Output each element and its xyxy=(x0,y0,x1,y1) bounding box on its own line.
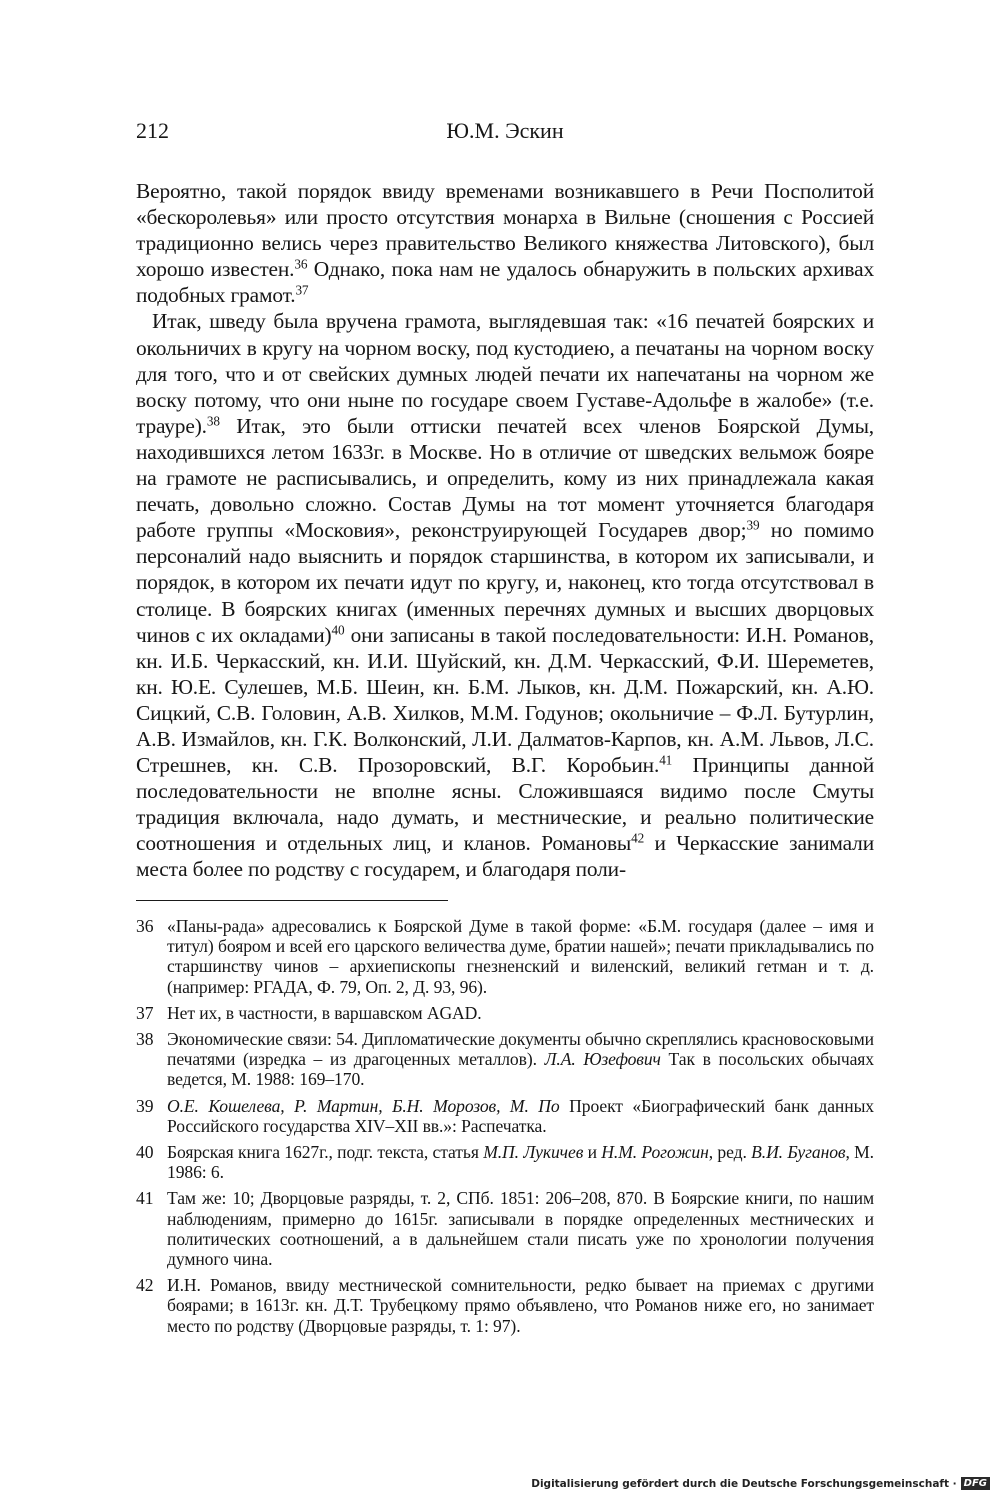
running-head: Ю.М. Эскин xyxy=(446,118,564,143)
footnote-text: И.Н. Романов, ввиду местнической сомнительности, редко бывает на приемах с другими боярами; в 1613г. кн. Д.Т. Трубецкому прямо объявлено, что Романов ниже его, но занимает место по родству (Дворцовые разряды, т. 1: 97). xyxy=(167,1275,874,1336)
author-name: Н.М. Рогожин xyxy=(601,1142,709,1163)
page-number: 212 xyxy=(136,118,169,143)
footnote-37 xyxy=(136,1003,874,1023)
footnote-text: , ред. xyxy=(708,1142,752,1163)
footnote-text: , М. 1986: 6. xyxy=(167,1142,874,1183)
author-name: Л.А. Юзефович xyxy=(544,1049,661,1070)
footnote-number: 40 xyxy=(136,1142,154,1163)
footnote-36 xyxy=(136,916,874,997)
footnote-40 xyxy=(136,1142,874,1182)
text-run: Итак, шведу была вручена грамота, выглядевшая так: «16 печатей боярских и окольничих в кругу на чорном воску, под кустодиею, а печатаны на чорном воску для того, что и от свейских думных людей печати их напечатаны на чорном же воску потому, что они ныне по государе своем Густаве-Адольфе в жалобе» (т.е. трауре). xyxy=(136,309,874,438)
digitization-banner xyxy=(531,1477,990,1490)
footnote-ref-37[interactable]: 37 xyxy=(295,283,309,299)
footnote-41 xyxy=(136,1188,874,1269)
footnote-number: 39 xyxy=(136,1095,154,1116)
footnote-42 xyxy=(136,1275,874,1336)
footnote-divider xyxy=(136,900,448,901)
footnote-text: «Паны-рада» адресовались к Боярской Думе в такой форме: «Б.М. государя (далее – имя и титул) бояром и всей его царского величества думе, братии нашей»; печати прикладывались по старшинству чинов – архиепископы гнезненский и виленский, великий гетман и т. д. (например: РГАДА, Ф. 79, Оп. 2, Д. 93, 96). xyxy=(167,916,874,997)
footnote-ref-38[interactable]: 38 xyxy=(206,413,220,429)
author-name: О.Е. Кошелева, Р. Мартин, Б.Н. Морозов, М. По xyxy=(167,1095,560,1116)
footnote-number: 36 xyxy=(136,916,154,936)
main-text xyxy=(136,178,874,883)
footnote-number: 37 xyxy=(136,1002,154,1023)
footnote-text: Проект «Биографический банк данных Российского государства XIV–XII вв.»: Распечатка. xyxy=(167,1095,874,1136)
footnote-ref-42[interactable]: 42 xyxy=(631,831,645,847)
author-name: В.И. Буганов xyxy=(751,1142,846,1163)
footnote-38 xyxy=(136,1029,874,1090)
text-run: Итак, это были оттиски печатей всех членов Боярской Думы, находившихся летом 1633г. в Москве. Но в отличие от шведских вельмож бояре на грамоте не расписывались, и определить, кому из них принадлежала какая печать, довольно сложно. Состав Думы на тот момент уточняется благодаря работе группы «Московия», реконструирующей Государев двор; xyxy=(136,413,874,543)
text-run: Вероятно, такой порядок ввиду временами возникавшего в Речи Посполитой «бескоролевья» или просто отсутствия монарха в Вильне (сношения с Россией традиционно велись через правительство Великого княжества Литовского), был хорошо известен. xyxy=(136,179,874,282)
footnote-ref-36[interactable]: 36 xyxy=(294,256,308,272)
footnote-text: Нет их, в частности, в варшавском AGAD. xyxy=(167,1002,482,1023)
author-name: М.П. Лукичев xyxy=(483,1142,584,1163)
footnote-text: Так в посольских обычаях ведется, М. 1988: 169–170. xyxy=(167,1049,874,1090)
footnote-number: 38 xyxy=(136,1029,154,1050)
footnote-text: Экономические связи: 54. Дипломатические документы обычно скреплялись красновосковыми печатями (изредка – из драгоценных металлов). xyxy=(167,1029,874,1070)
footnote-text: и xyxy=(583,1142,602,1163)
text-run: Принципы данной последовательности не вполне ясны. Сложившаяся видимо после Смуты традиция включала, надо думать, и местнические, и реально политические соотношения и отдельных лиц, и кланов. Романовы xyxy=(136,753,874,856)
footnote-text: Боярская книга 1627г., подг. текста, статья xyxy=(167,1142,484,1163)
footnote-text: Там же: 10; Дворцовые разряды, т. 2, СПб. 1851: 206–208, 870. В Боярские книги, по нашим наблюдениям, примерно до 1615г. записывали в порядке определенных местнических и политических соотношений, а в дальнейшем стали писать уже по хронологии получения думного чина. xyxy=(167,1188,874,1270)
text-run: и Черкасские занимали места более по родству с государем, и благодаря поли- xyxy=(136,831,874,882)
text-run: Однако, пока нам не удалось обнаружить в польских архивах подобных грамот. xyxy=(136,257,874,308)
text-run: но помимо персоналий надо выяснить и порядок старшинства, в котором их записывали, и порядок, в котором их печати идут по кругу, и, наконец, кто тогда отсутствовал в столице. В боярских книгах (именных перечнях думных и высших дворцовых чинов с их окладами) xyxy=(136,518,874,647)
paragraph-2 xyxy=(136,308,874,882)
footnote-39 xyxy=(136,1096,874,1136)
dfg-logo: DFG xyxy=(961,1477,990,1490)
page-header xyxy=(132,118,878,154)
banner-text: Digitalisierung gefördert durch die Deutsche Forschungsgemeinschaft · xyxy=(531,1477,957,1490)
footnote-ref-39[interactable]: 39 xyxy=(746,517,760,533)
footnote-number: 42 xyxy=(136,1275,154,1296)
text-run: они записаны в такой последовательности: И.Н. Романов, кн. И.Б. Черкасский, кн. И.И. Шуйский, кн. Д.М. Черкасский, Ф.И. Шереметев, кн. Ю.Е. Сулешев, М.Б. Шеин, кн. Б.М. Лыков, кн. Д.М. Пожарский, кн. А.Ю. Сицкий, С.В. Головин, А.В. Хилков, М.М. Годунов; окольничие – Ф.Л. Бутурлин, А.В. Измайлов, кн. Г.К. Волконский, Л.И. Далматов-Карпов, кн. А.М. Львов, Л.С. Стрешнев, кн. С.В. Прозоровский, В.Г. Коробьин. xyxy=(136,622,875,778)
footnote-ref-40[interactable]: 40 xyxy=(331,622,345,638)
footnote-number: 41 xyxy=(136,1188,154,1209)
footnote-ref-41[interactable]: 41 xyxy=(659,752,673,768)
paragraph-1 xyxy=(136,178,874,308)
footnotes xyxy=(136,916,874,1342)
